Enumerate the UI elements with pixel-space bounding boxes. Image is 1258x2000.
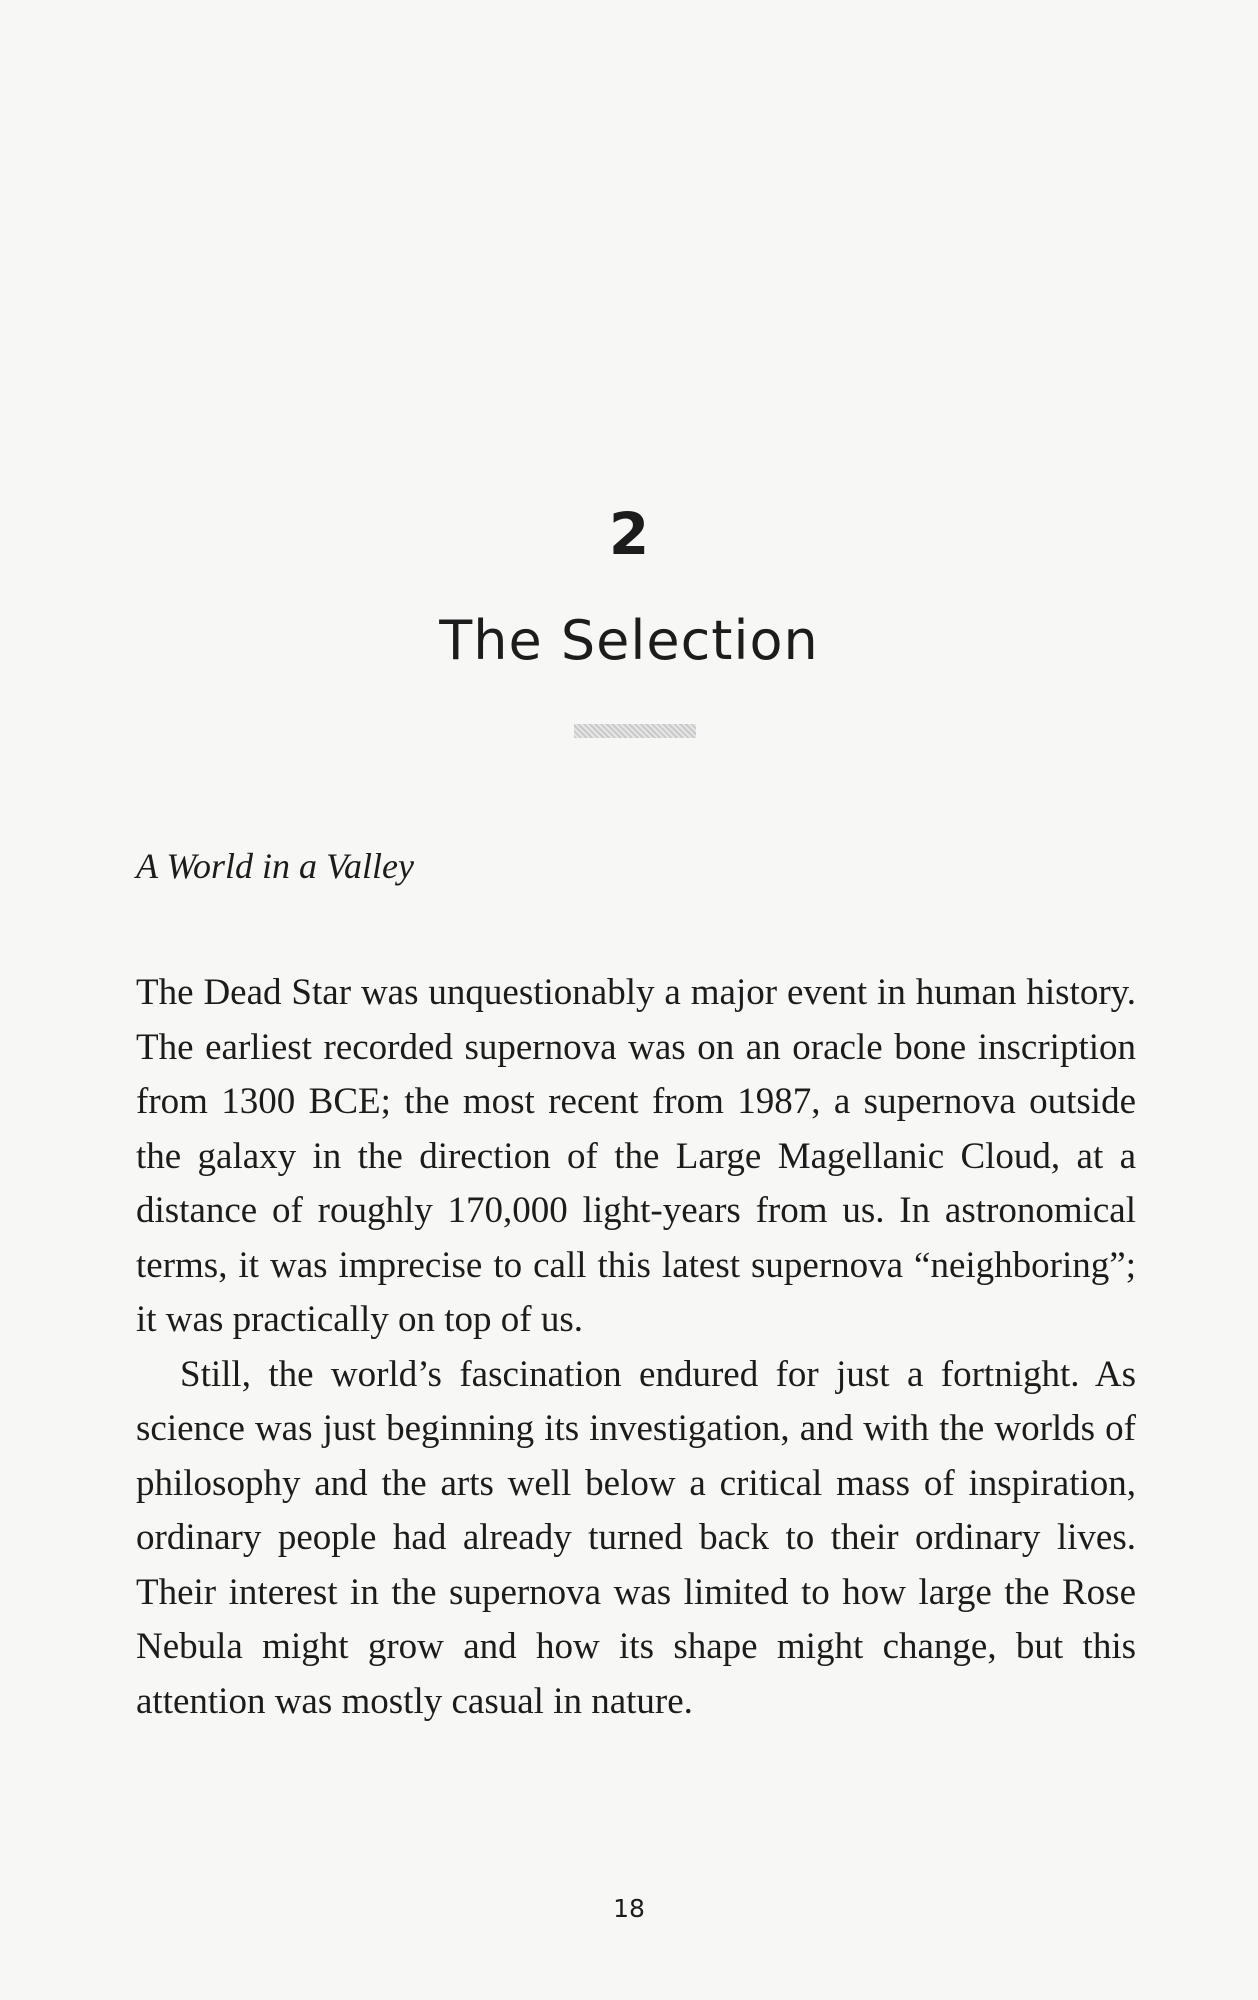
section-title: A World in a Valley — [136, 846, 414, 886]
page-number: 18 — [613, 1894, 645, 1923]
chapter-title: The Selection — [439, 609, 819, 672]
paragraph-1: The Dead Star was unquestionably a major event in human history. The earliest recorded supernova was on an oracle bone inscription from 1300 BCE; the most recent from 1987, a supernova outside the galaxy in the direction of the Large Magellanic Cloud, at a distance of roughly 170,000 light-years from us. In astronomical terms, it was imprecise to call this latest supernova “neighboring”; it was practically on top of us. — [136, 972, 1136, 1340]
body-text — [136, 966, 1136, 1729]
paragraph-2: Still, the world’s fascination endured for just a fortnight. As science was just beginning its investigation, and with the worlds of philosophy and the arts well below a critical mass of inspiration, ordinary people had already turned back to their ordinary lives. Their interest in the supernova was limited to how large the Rose Nebula might grow and how its shape might change, but this attention was mostly casual in nature. — [136, 1353, 1136, 1722]
chapter-number: 2 — [608, 500, 650, 568]
chapter-ornament — [574, 724, 696, 738]
